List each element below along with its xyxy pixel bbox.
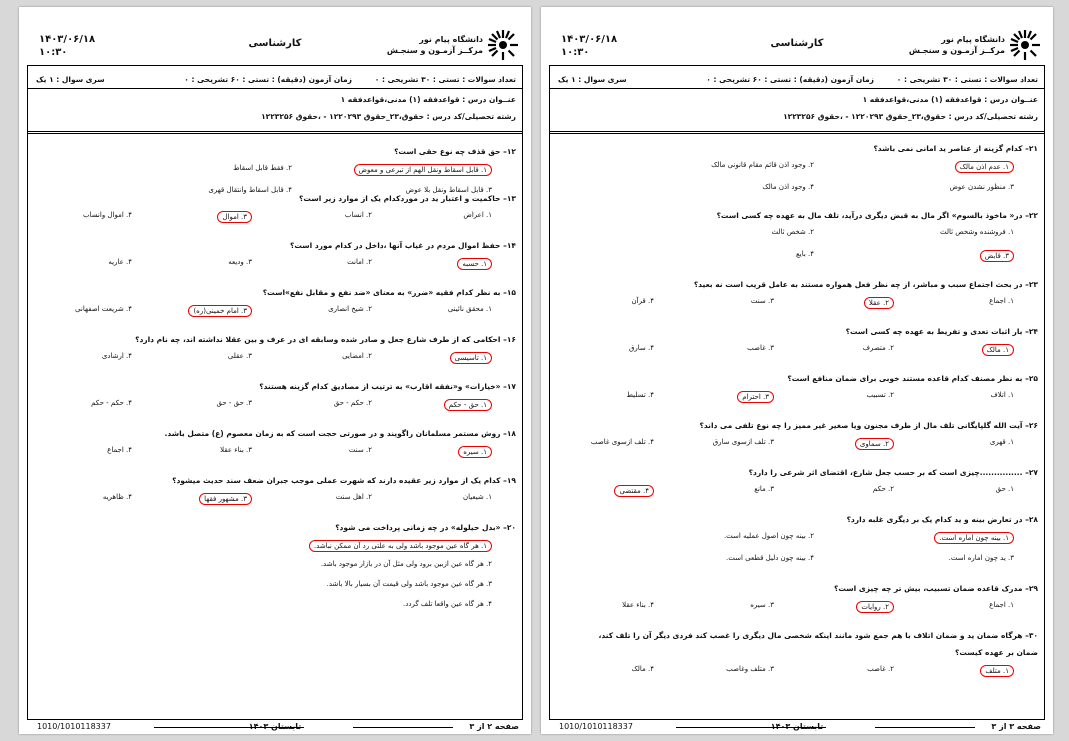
question-29 [556, 584, 1038, 593]
question-25 [556, 374, 1038, 383]
answer-option-4[interactable]: ۴. شریعت اصفهانی [75, 305, 132, 313]
exam-date: ۱۴۰۳/۰۶/۱۸ [39, 34, 96, 45]
question-16 [34, 335, 516, 344]
question-count: تعداد سوالات : تستی : ۳۰ تشریحی : ۰ [374, 75, 516, 84]
answer-option-2[interactable]: ۲. سنت [348, 446, 372, 454]
answer-option-4[interactable]: ۴. عاریه [108, 258, 132, 266]
answer-option-2[interactable]: ۲. غاصب [867, 665, 894, 673]
answer-option-4[interactable]: ۴. بناء عقلا [622, 601, 654, 609]
question-number: ۲۸– [1022, 515, 1038, 524]
answer-option-1[interactable]: ۱. عدم اذن مالک [955, 161, 1014, 173]
university-name [387, 34, 483, 56]
answer-option-2[interactable]: ۲. شخص ثالث [771, 228, 814, 236]
answer-option-3[interactable]: ۳. مانع [754, 485, 774, 493]
answer-option-2[interactable]: ۲. سماوی [855, 438, 894, 450]
question-text: به نظر مصنف کدام قاعده مستند خوبی برای ضمان منافع است؟ [787, 374, 1023, 383]
answer-option-2[interactable]: ۲. روایات [856, 601, 894, 613]
question-30 [556, 631, 1038, 640]
answer-option-3[interactable]: ۳. اموال [217, 211, 252, 223]
question-number: ۱۹– [500, 476, 516, 485]
question-number: ۱۶– [500, 335, 516, 344]
answer-option-2[interactable]: ۲. حکم [872, 485, 894, 493]
answer-option-2[interactable]: ۲. فقط قابل اسقاط [233, 164, 292, 172]
question-26 [556, 421, 1038, 430]
answer-option-1[interactable]: ۱. اجماع [989, 601, 1014, 609]
answer-option-2[interactable]: ۲. عقلا [864, 297, 894, 309]
answer-option-1[interactable]: ۱. متلف [980, 665, 1014, 677]
question-18 [34, 429, 516, 438]
exam-center: مرکــز آزمـون و سنجـش [386, 46, 483, 55]
answer-option-3[interactable]: ۳. غاصب [747, 344, 774, 352]
answer-option-2[interactable]: ۲. هر گاه عین ازبین برود ولی مثل آن در بازار موجود باشد. [320, 560, 492, 568]
question-number: ۲۰– [500, 523, 516, 532]
question-number: ۱۳– [500, 194, 516, 203]
answer-option-4[interactable]: ۴. حکم - حکم [91, 399, 132, 407]
answer-option-3[interactable]: ۳. عقلی [227, 352, 252, 360]
question-text: روش مستمر مسلمانان راگویند و در صورتی حجت است که به زمان معصوم (ع) متصل باشد. [164, 429, 501, 438]
answer-option-1[interactable]: ۱. شیعیان [463, 493, 492, 501]
question-number: ۲۵– [1022, 374, 1038, 383]
exam-page-3 [541, 7, 1053, 734]
answer-option-3[interactable]: ۳. احترام [737, 391, 774, 403]
question-text: حاکمیت و اعتبار ید در موردکدام یک از موارد زیر است؟ [299, 194, 501, 203]
answer-option-1[interactable]: ۱. تاسیسی [450, 352, 492, 364]
answer-option-2[interactable]: ۲. بینه چون اصول عملیه است. [723, 532, 814, 540]
answer-option-1[interactable]: ۱. حق - حکم [444, 399, 492, 411]
question-20 [34, 523, 516, 532]
exam-frame [27, 65, 523, 720]
question-number: ۲۱– [1022, 144, 1038, 153]
question-number: ۲۹– [1022, 584, 1038, 593]
exam-duration: زمان آزمون (دقیقه) : تستی : ۶۰ تشریحی : ۰ [184, 75, 352, 84]
exam-code: 1010/1010118337 [559, 722, 633, 731]
answer-option-2[interactable]: ۲. شیخ انصاری [328, 305, 372, 313]
exam-time: ۱۰:۳۰ [561, 47, 590, 58]
question-24 [556, 327, 1038, 336]
university-logo-icon [1009, 29, 1041, 61]
question-15 [34, 288, 516, 297]
question-number: ۱۲– [500, 147, 516, 156]
exam-term: تابستان ۱۴۰۳ [248, 722, 302, 731]
answer-option-4[interactable]: ۴. هر گاه عین واقعا تلف گردد. [403, 600, 492, 608]
course-field: رشته تحصیلی/کد درس : حقوق،۲۳_حقوق ۱۲۲۰۲۹۳ - ،حقوق ۱۲۲۳۲۵۶ [783, 112, 1038, 121]
question-text: حفظ اموال مردم در غیاب آنها ،داخل در کدام مورد است؟ [289, 241, 501, 250]
course-field: رشته تحصیلی/کد درس : حقوق،۲۳_حقوق ۱۲۲۰۲۹۳ - ،حقوق ۱۲۲۳۲۵۶ [261, 112, 516, 121]
question-count: تعداد سوالات : تستی : ۳۰ تشریحی : ۰ [896, 75, 1038, 84]
exam-level: کارشناسی [770, 38, 824, 49]
answer-option-1[interactable]: ۱. اتلاف [990, 391, 1014, 399]
question-number: ۲۳– [1022, 280, 1038, 289]
answer-option-3[interactable]: ۳. متلف وغاصب [726, 665, 774, 673]
answer-option-3[interactable]: ۳. سنت [750, 297, 774, 305]
answer-option-4[interactable]: ۴. قابل اسقاط وانتقال قهری [208, 186, 292, 194]
question-text: کدام یک از موارد زیر عقیده دارند که شهرت عملی موجب جبران ضعف سند حدیث میشود؟ [172, 476, 501, 485]
answer-option-3[interactable]: ۳. امام خمینی(ره) [188, 305, 252, 317]
answer-option-2[interactable]: ۲. انساب [344, 211, 372, 219]
exam-frame [549, 65, 1045, 720]
answer-option-2[interactable]: ۲. امانت [347, 258, 372, 266]
answer-option-2[interactable]: ۲. وجود اذن قائم مقام قانونی مالک [711, 161, 814, 169]
university-title: دانشگاه پیام نور [941, 35, 1005, 44]
answer-option-3[interactable]: ۳. سیره [750, 601, 774, 609]
answer-option-3[interactable]: ۳. قابل اسقاط ونقل بلا عوض [405, 186, 492, 194]
exam-duration: زمان آزمون (دقیقه) : تستی : ۶۰ تشریحی : ۰ [706, 75, 874, 84]
question-text: آیت الله گلپایگانی تلف مال از طرف مجنون ویا صغیر غیر ممیز را چه نوع تلفی می داند؟ [699, 421, 1023, 430]
question-number: ۱۷– [500, 382, 516, 391]
question-text: در بحث اجتماع سبب و مباشر، از چه نظر فعل همواره مستند به عامل قریب است نه بعید؟ [693, 280, 1023, 289]
question-text: هرگاه ضمان ید و ضمان اتلاف با هم جمع شود مانند اینکه شخصی مال دیگری را غصب کند فردی دیگر آن را تلف کند، [598, 631, 1023, 640]
question-text: بار اثبات تعدی و تفریط به عهده چه کسی است؟ [845, 327, 1023, 336]
question-23 [556, 280, 1038, 289]
answer-option-4[interactable]: ۴. اموال وانساب [82, 211, 132, 219]
question-21 [556, 144, 1038, 153]
course-title: عنــوان درس : قواعدفقه (۱) مدنی،قواعدفقه ۱ [340, 95, 516, 104]
answer-option-1[interactable]: ۱. اجماع [989, 297, 1014, 305]
answer-option-4[interactable]: ۴. تسلیط [626, 391, 654, 399]
answer-option-1[interactable]: ۱. سیره [458, 446, 492, 458]
question-text: کدام گزینه از عناصر ید امانی نمی باشد؟ [873, 144, 1023, 153]
university-title: دانشگاه پیام نور [419, 35, 483, 44]
question-series: سری سوال : ۱ یک [36, 75, 105, 84]
question-12 [34, 147, 516, 156]
question-19 [34, 476, 516, 485]
answer-option-3[interactable]: ۳. هر گاه عین موجود باشد ولی قیمت آن بسیار بالا باشد. [326, 580, 492, 588]
question-number: ۱۸– [500, 429, 516, 438]
exam-time: ۱۰:۳۰ [39, 47, 68, 58]
question-number: ۱۴– [500, 241, 516, 250]
question-17 [34, 382, 516, 391]
exam-term: تابستان ۱۴۰۳ [770, 722, 824, 731]
answer-option-1[interactable]: ۱. قابل اسقاط ونقل الهم از تبرعی و معوض [354, 164, 492, 176]
answer-option-4[interactable]: ۴. ظاهریه [102, 493, 132, 501]
answer-option-3[interactable]: ۳. مشهور فقها [199, 493, 252, 505]
exam-page-2 [19, 7, 531, 734]
answer-option-4[interactable]: ۴. ارشادی [101, 352, 132, 360]
question-number: ۲۶– [1022, 421, 1038, 430]
exam-center: مرکــز آزمـون و سنجـش [908, 46, 1005, 55]
answer-option-3[interactable]: ۳. ودیعه [228, 258, 252, 266]
question-series: سری سوال : ۱ یک [558, 75, 627, 84]
question-text: «بدل حیلوله» در چه زمانی پرداخت می شود؟ [335, 523, 501, 532]
answer-option-1[interactable]: ۱. مالک [982, 344, 1015, 356]
answer-option-1[interactable]: ۱. حق [995, 485, 1014, 493]
question-28 [556, 515, 1038, 524]
question-text: حق قذف چه نوع حقی است؟ [394, 147, 501, 156]
answer-option-1[interactable]: ۱. هر گاه عین موجود باشد ولی به علتی رد آن ممکن نباشد. [309, 540, 492, 552]
question-13 [34, 194, 516, 203]
exam-code: 1010/1010118337 [37, 722, 111, 731]
answer-option-1[interactable]: ۱. قهری [989, 438, 1014, 446]
answer-option-3[interactable]: ۳. قابض [980, 250, 1014, 262]
answer-option-2[interactable]: ۲. امضایی [342, 352, 372, 360]
answer-option-3[interactable]: ۳. تلف ازسوی سارق [712, 438, 774, 446]
answer-option-2[interactable]: ۲. حکم - حق [333, 399, 372, 407]
university-logo-icon [487, 29, 519, 61]
question-27 [556, 468, 1038, 477]
answer-option-4[interactable]: ۴. تلف ازسوی غاصب [590, 438, 654, 446]
answer-option-4[interactable]: ۴. وجود اذن مالک [762, 183, 814, 191]
answer-option-1[interactable]: ۱. فروشنده وشخص ثالث [939, 228, 1014, 236]
answer-option-1[interactable]: ۱. محقق نائینی [447, 305, 492, 313]
answer-option-2[interactable]: ۲. متصرف [862, 344, 894, 352]
answer-option-4[interactable]: ۴. بایع [796, 250, 814, 258]
question-text: به نظر کدام فقیه «ضرر» به معنای «ضد نفع و مقابل نفع»است؟ [262, 288, 501, 297]
answer-option-4[interactable]: ۴. اجماع [107, 446, 132, 454]
question-text: مدرک قاعده ضمان تسبیب، بیش تر چه چیزی است؟ [833, 584, 1023, 593]
answer-option-3[interactable]: ۳. حق - حق [216, 399, 252, 407]
question-number: ۳۰– [1022, 631, 1038, 640]
question-text: «خیارات» و«نفقه اقارب» به ترتیب از مصادیق کدام گزینه هستند؟ [259, 382, 501, 391]
question-number: ۲۴– [1022, 327, 1038, 336]
answer-option-4[interactable]: ۴. بینه چون دلیل قطعی است. [726, 554, 814, 562]
answer-option-4[interactable]: ۴. سارق [628, 344, 654, 352]
exam-date: ۱۴۰۳/۰۶/۱۸ [561, 34, 618, 45]
answer-option-4[interactable]: ۴. مالک [631, 665, 654, 673]
answer-option-1[interactable]: ۱. اعراض [463, 211, 492, 219]
question-22 [556, 211, 1038, 220]
answer-option-3[interactable]: ۳. منظور نشدن عوض [949, 183, 1014, 191]
question-text: در تعارض بینه و ید کدام یک بر دیگری غلبه دارد؟ [846, 515, 1023, 524]
question-number: ۲۷– [1022, 468, 1038, 477]
question-text: در« ماخوذ بالسوم» اگر مال به قبض دیگری درآید، تلف مال به عهده چه کسی است؟ [716, 211, 1023, 220]
question-number: ۲۲– [1022, 211, 1038, 220]
answer-option-4[interactable]: ۴. قرآن [631, 297, 654, 305]
answer-option-1[interactable]: ۱. حسبه [457, 258, 492, 270]
answer-option-2[interactable]: ۲. تسبیب [866, 391, 894, 399]
course-title: عنــوان درس : قواعدفقه (۱) مدنی،قواعدفقه ۱ [862, 95, 1038, 104]
university-name [909, 34, 1005, 56]
answer-option-2[interactable]: ۲. اهل سنت [335, 493, 372, 501]
answer-option-3[interactable]: ۳. ید چون اماره است. [948, 554, 1014, 562]
exam-level: کارشناسی [248, 38, 302, 49]
question-number: ۱۵– [500, 288, 516, 297]
page-number: صفحه ۳ از ۳ [991, 722, 1041, 731]
question-14 [34, 241, 516, 250]
page-number: صفحه ۲ از ۳ [469, 722, 519, 731]
answer-option-1[interactable]: ۱. بینه چون اماره است. [934, 532, 1014, 544]
question-text: احکامی که از طرف شارع جعل و صادر شده وسابقه ای در عرف و بین عقلا نداشته اند، چه نام دارد؟ [135, 335, 501, 344]
answer-option-4[interactable]: ۴. مقتضی [614, 485, 654, 497]
answer-option-3[interactable]: ۳. بناء عقلا [220, 446, 252, 454]
question-text: ...............چیزی است که بر حسب جعل شارع، اقتضای اثر شرعی را دارد؟ [748, 468, 1023, 477]
question-text-continued: ضمان بر عهده کیست؟ [955, 648, 1038, 657]
